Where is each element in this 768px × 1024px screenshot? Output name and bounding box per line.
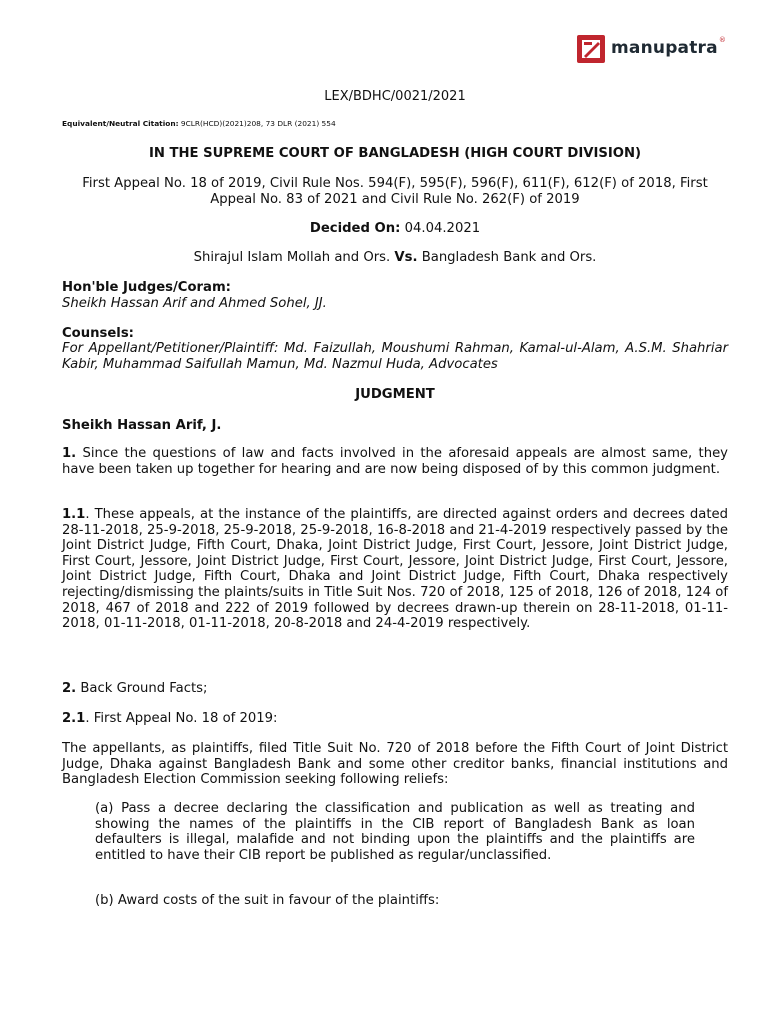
judgment-heading: JUDGMENT: [355, 387, 435, 402]
decided-date: 04.04.2021: [404, 221, 481, 236]
relief-a: (a) Pass a decree declaring the classification and publication as well as treating and showing the names of the plaintiffs in the CIB report of Bangladesh Bank as loan defaulters is illegal, malafide and not binding upon the plaintiffs and the plaintiffs are entitled to have their CIB report be published as regular/unclassified.: [95, 801, 695, 863]
decided-on: [62, 221, 728, 237]
manupatra-logo: [576, 34, 726, 64]
paragraph-number: 2.1: [62, 711, 86, 726]
appeal-numbers: First Appeal No. 18 of 2019, Civil Rule Nos. 594(F), 595(F), 596(F), 611(F), 612(F) of 2018, First Appeal No. 83 of 2021 and Civil Rule No. 262(F) of 2019: [82, 176, 708, 207]
counsels-heading: Counsels:: [62, 326, 134, 341]
judgment-author: Sheikh Hassan Arif, J.: [62, 418, 222, 433]
paragraph-1: [62, 446, 728, 477]
paragraph-number: 1.1: [62, 507, 86, 522]
citation-label: Equivalent/Neutral Citation:: [62, 119, 179, 128]
appellant: Shirajul Islam Mollah and Ors.: [193, 250, 391, 265]
versus: Vs.: [394, 250, 418, 265]
paragraph-text: . First Appeal No. 18 of 2019:: [85, 711, 278, 726]
paragraph-facts: The appellants, as plaintiffs, filed Title Suit No. 720 of 2018 before the Fifth Court of Joint District Judge, Dhaka against Bangladesh Bank and some other creditor banks, financial institutions and Bangladesh Election Commission seeking following reliefs:: [62, 741, 728, 788]
court-name: IN THE SUPREME COURT OF BANGLADESH (HIGH COURT DIVISION): [148, 146, 642, 161]
lex-id: LEX/BDHC/0021/2021: [324, 89, 466, 104]
paragraph-1-1: [62, 507, 728, 632]
neutral-citation: [62, 119, 728, 129]
judges-names: Sheikh Hassan Arif and Ahmed Sohel, JJ.: [62, 296, 327, 311]
paragraph-text: . These appeals, at the instance of the plaintiffs, are directed against orders and decrees dated 28-11-2018, 25-9-2018, 25-9-2018, 25-9-2018, 16-8-2018 and 21-4-2019 respectively passed by the Joint District Judge, Fifth Court, Dhaka, Joint District Judge, First Court, Jessore, Joint District Judge, First Court, Jessore, Joint District Judge, First Court, Jessore, Joint District Judge, First Court, Jessore, Joint District Judge, Fifth Court, Dhaka and Joint District Judge, Fifth Court, Dhaka respectively rejecting/dismissing the plaints/suits in Title Suit Nos. 720 of 2018, 125 of 2018, 126 of 2018, 124 of 2018, 467 of 2018 and 222 of 2019 followed by decrees drawn-up therein on 28-11-2018, 01-11-2018, 01-11-2018, 01-11-2018, 20-8-2018 and 24-4-2019 respectively.: [62, 507, 728, 632]
case-parties: [62, 250, 728, 266]
counsels-names: For Appellant/Petitioner/Plaintiff: Md. Faizullah, Moushumi Rahman, Kamal-ul-Alam, A.S.M. Shahriar Kabir, Muhammad Saifullah Mamun, Md. Nazmul Huda, Advocates: [62, 341, 728, 372]
paragraph-2: [62, 681, 728, 697]
respondent: Bangladesh Bank and Ors.: [421, 250, 597, 265]
brand-registered-mark: ®: [718, 36, 726, 45]
citation-value: 9CLR(HCD)(2021)208, 73 DLR (2021) 554: [180, 119, 336, 128]
paragraph-text: Since the questions of law and facts involved in the aforesaid appeals are almost same, they have been taken up together for hearing and are now being disposed of by this common judgment.: [62, 446, 728, 477]
paragraph-number: 2.: [62, 681, 77, 696]
paragraph-number: 1.: [62, 446, 77, 461]
decided-label: Decided On:: [309, 221, 401, 236]
paragraph-text: Back Ground Facts;: [76, 681, 208, 696]
paragraph-2-1: [62, 711, 728, 727]
relief-b: (b) Award costs of the suit in favour of the plaintiffs:: [95, 893, 440, 908]
brand-name: manupatra: [611, 38, 718, 59]
judges-heading: Hon'ble Judges/Coram:: [62, 280, 231, 295]
manupatra-logo-icon: [576, 34, 606, 64]
